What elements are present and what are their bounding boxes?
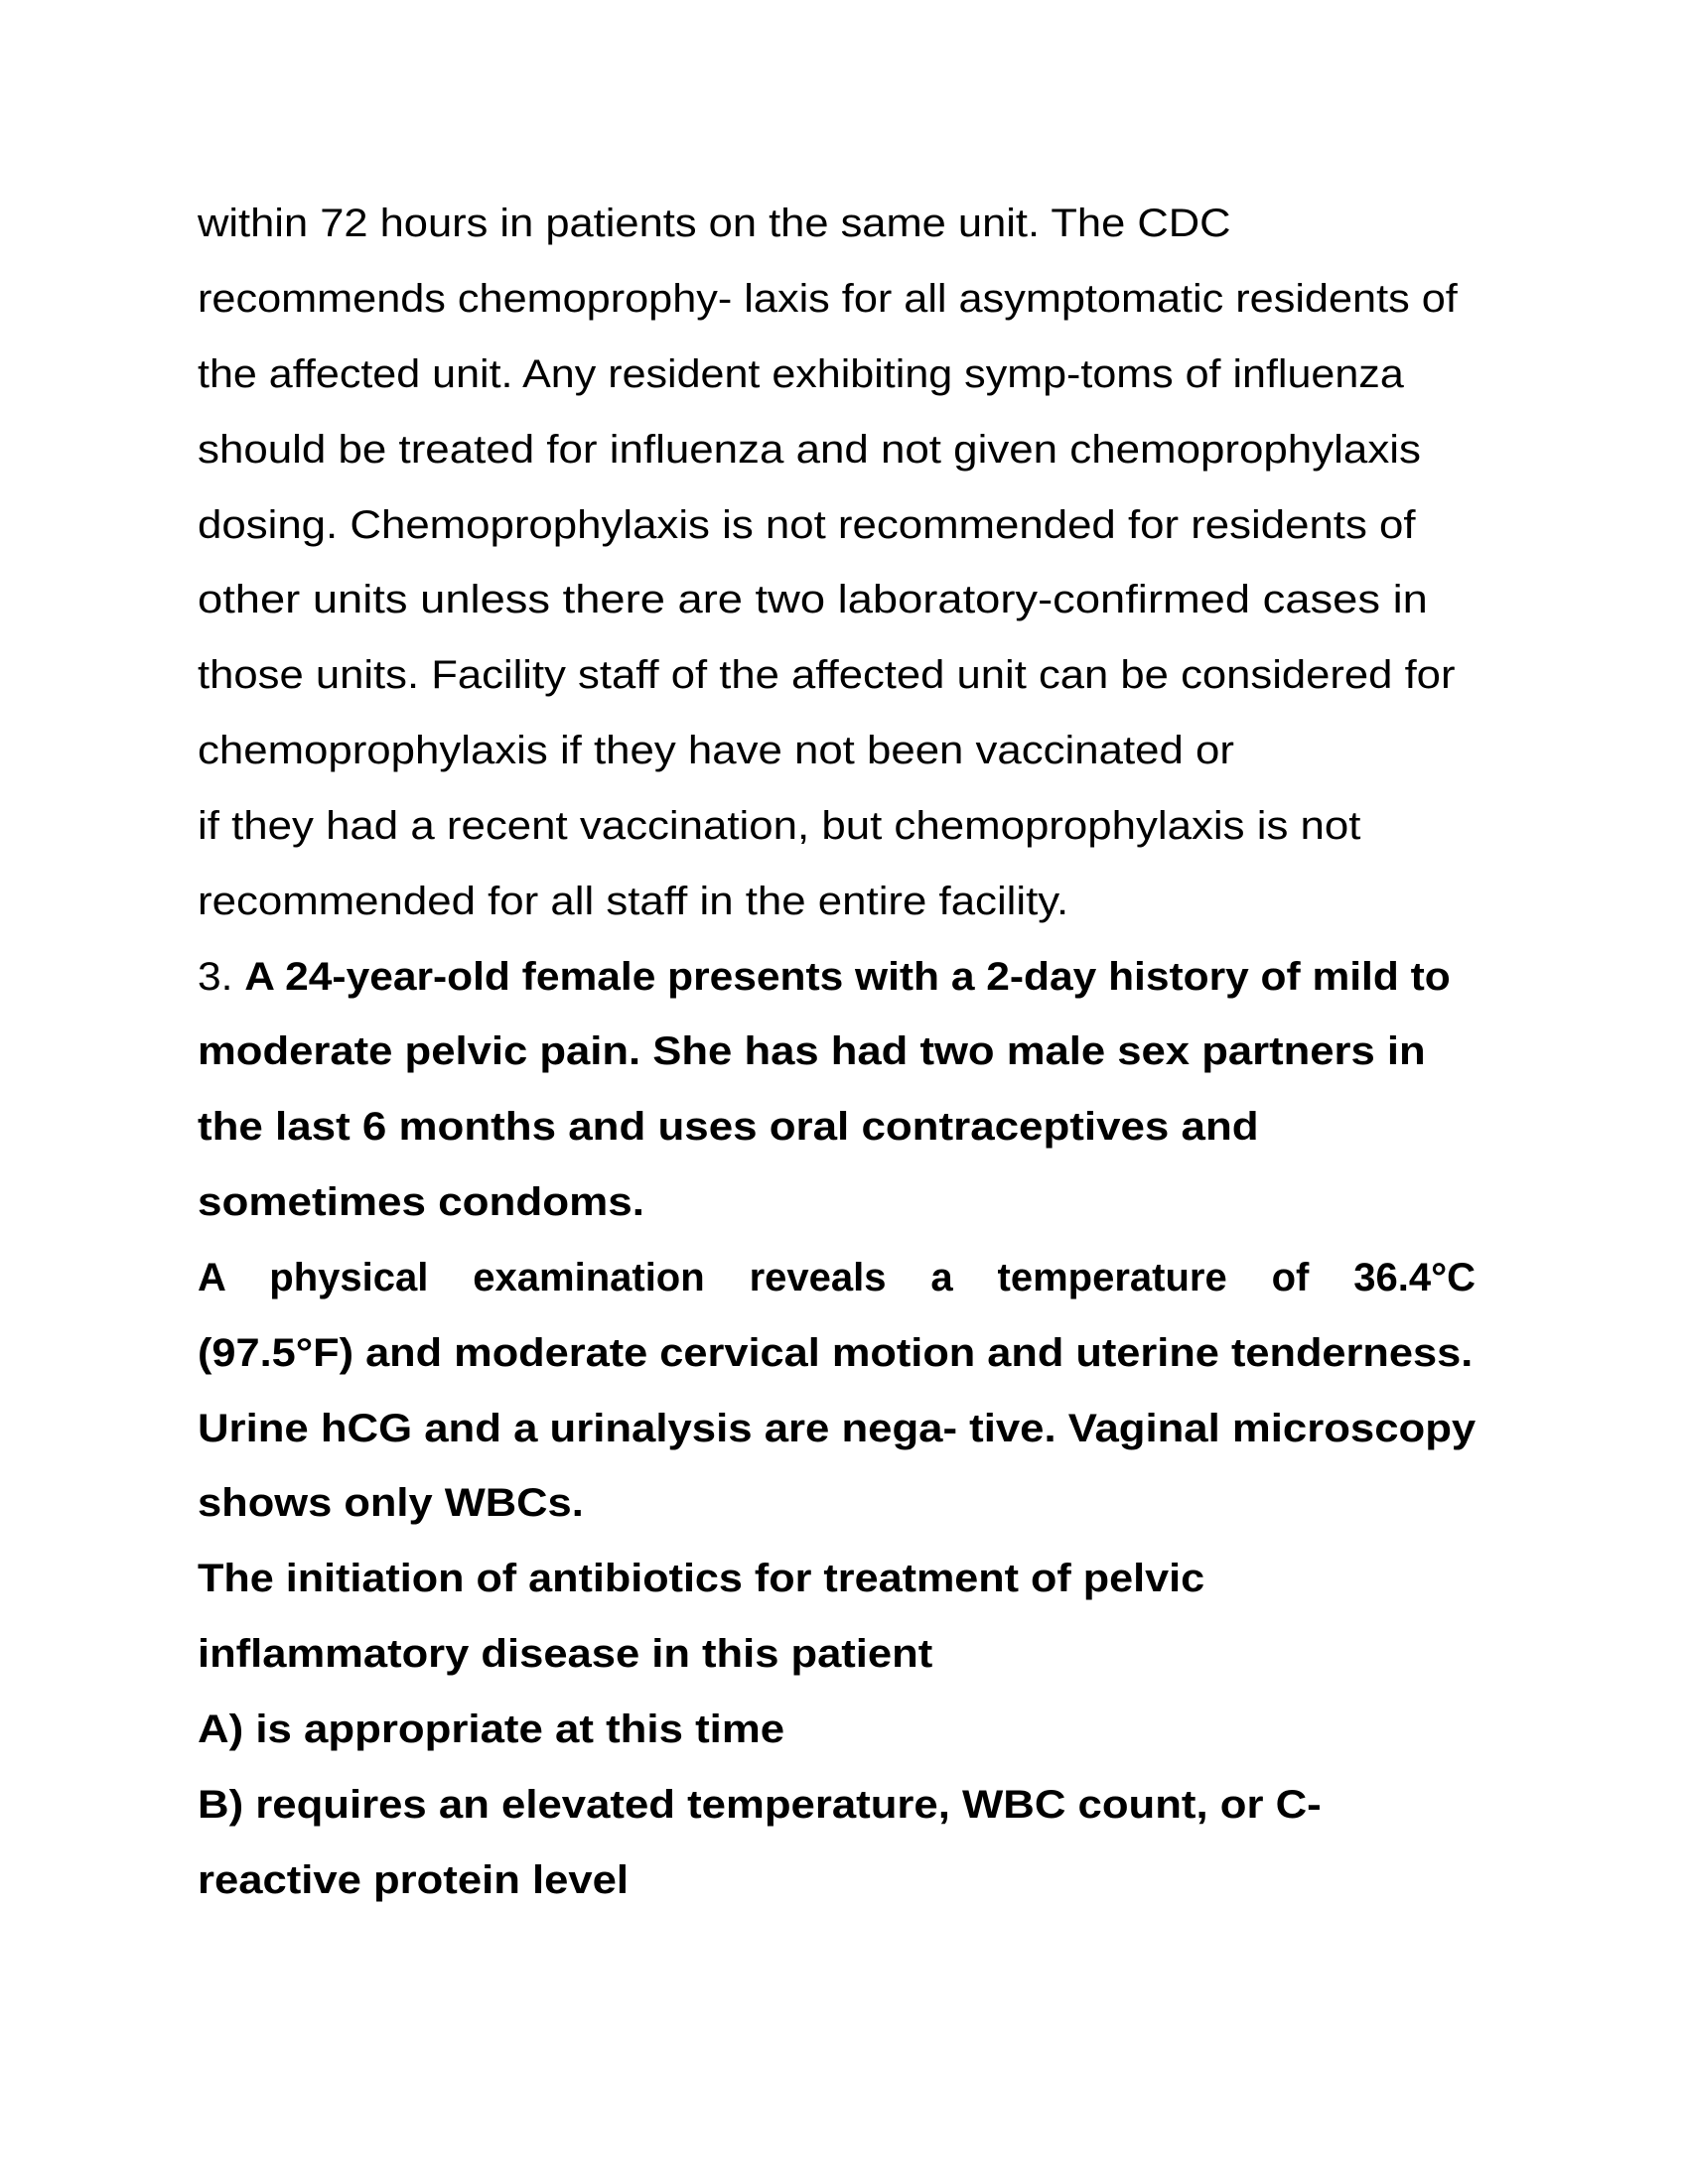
exam-line: (97.5°F) and moderate cervical motion and uterine tenderness.	[198, 1331, 1474, 1375]
text-line: chemoprophylaxis if they have not been vaccinated or	[198, 729, 1234, 772]
prompt-line: inflammatory disease in this patient	[198, 1632, 933, 1676]
text-line: dosing. Chemoprophylaxis is not recommended for residents of	[198, 503, 1416, 547]
option-b-continued: reactive protein level	[198, 1858, 629, 1902]
text-line: recommends chemoprophy- laxis for all asymptomatic residents of	[198, 277, 1458, 321]
text-line: other units unless there are two laboratory-confirmed cases in	[198, 578, 1428, 621]
question-stem-text: A 24-year-old female presents with a 2-day history of mild to	[244, 955, 1451, 999]
option-b: B) requires an elevated temperature, WBC count, or C-	[198, 1783, 1322, 1827]
question-number: 3.	[198, 955, 245, 999]
exam-line: A physical examination reveals a temperature of 36.4°C	[198, 1256, 1476, 1299]
text-line: the affected unit. Any resident exhibiting symp-toms of influenza	[198, 352, 1404, 396]
exam-line: Urine hCG and a urinalysis are nega- tive. Vaginal microscopy	[198, 1407, 1477, 1450]
question-3-stem-line: moderate pelvic pain. She has had two male sex partners in	[198, 1029, 1426, 1073]
text-line: if they had a recent vaccination, but chemoprophylaxis is not	[198, 804, 1361, 848]
text-line: within 72 hours in patients on the same unit. The CDC	[198, 202, 1231, 245]
text-line: recommended for all staff in the entire facility.	[198, 880, 1069, 923]
exam-line: shows only WBCs.	[198, 1481, 584, 1525]
option-a: A) is appropriate at this time	[198, 1707, 785, 1751]
prompt-line: The initiation of antibiotics for treatment of pelvic	[198, 1557, 1205, 1600]
text-line: those units. Facility staff of the affected unit can be considered for	[198, 653, 1456, 697]
question-3-stem-line: sometimes condoms.	[198, 1180, 645, 1224]
question-3-stem-line	[198, 939, 1451, 1015]
question-3-stem-line: the last 6 months and uses oral contraceptives and	[198, 1105, 1259, 1149]
text-line: should be treated for influenza and not given chemoprophylaxis	[198, 428, 1421, 472]
